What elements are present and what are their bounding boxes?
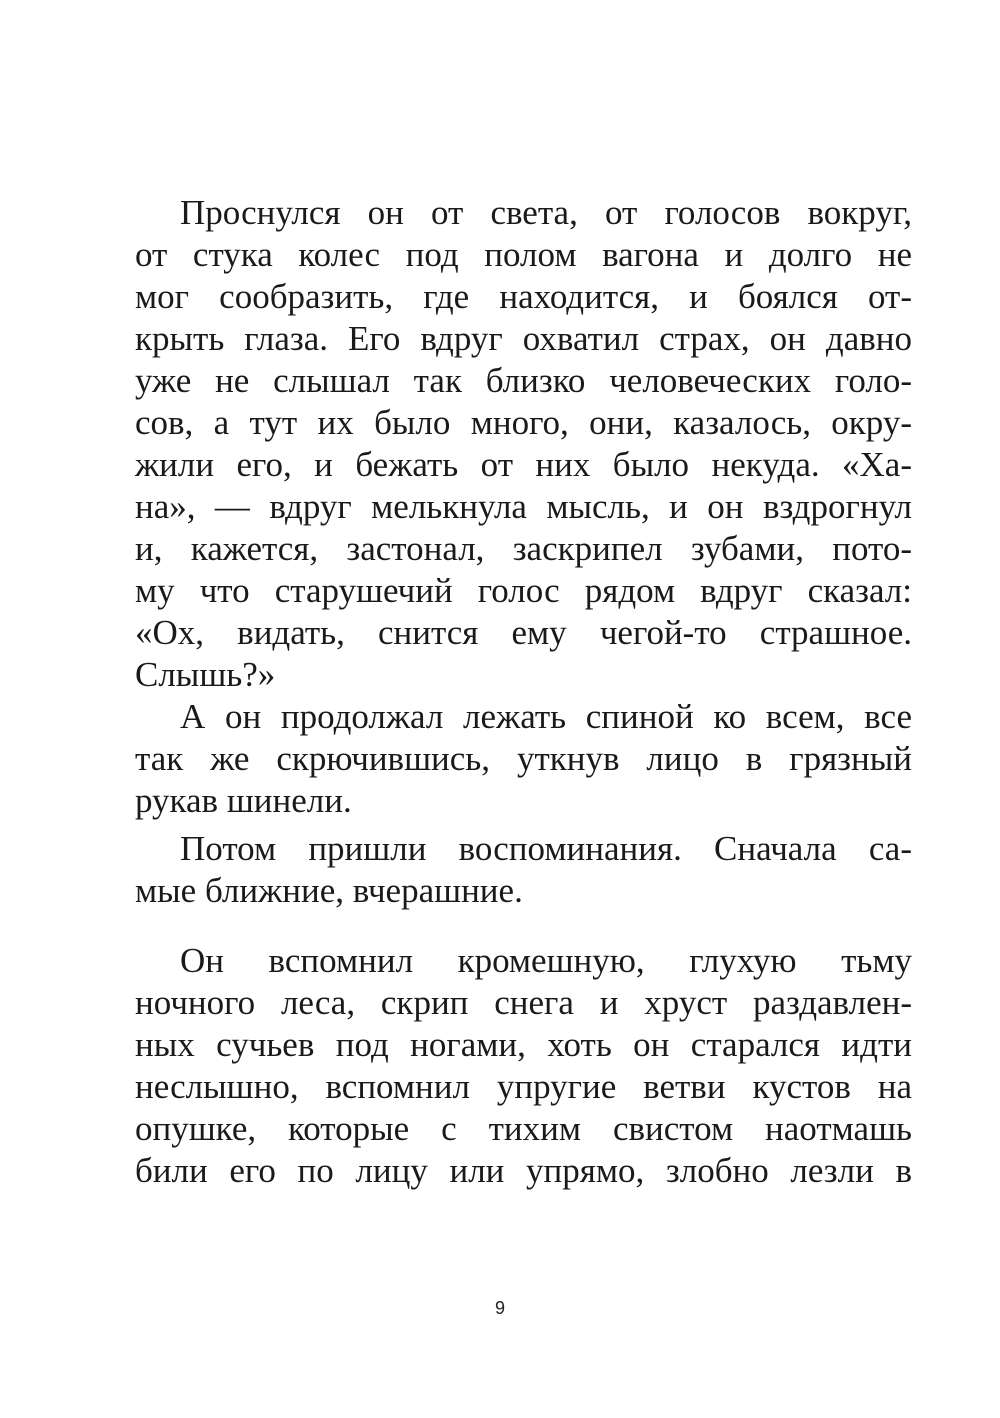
text-line: Слышь?» [135, 655, 276, 694]
text-line: мые ближние, вчерашние. [135, 871, 523, 910]
text-line: неслышно, вспомнил упругие ветви кустов на [135, 1067, 912, 1106]
text-line: мог сообразить, где находится, и боялся от- [135, 277, 912, 316]
text-line: Проснулся он от света, от голосов вокруг, [180, 193, 912, 232]
text-line: Потом пришли воспоминания. Сначала са- [180, 829, 912, 868]
text-line: били его по лицу или упрямо, злобно лезли в [135, 1151, 912, 1190]
paragraph [135, 192, 912, 696]
text-line: ночного леса, скрип снега и хруст раздавлен- [135, 983, 912, 1022]
text-line: крыть глаза. Его вдруг охватил страх, он давно [135, 319, 912, 358]
text-line: А он продолжал лежать спиной ко всем, все [180, 697, 912, 736]
text-line: сов, а тут их было много, они, казалось, окру- [135, 403, 912, 442]
text-line: му что старушечий голос рядом вдруг сказал: [135, 571, 912, 610]
text-line: ных сучьев под ногами, хоть он старался идти [135, 1025, 912, 1064]
page-body [135, 192, 912, 1192]
page-number: 9 [494, 1298, 505, 1318]
text-line: от стука колес под полом вагона и долго не [135, 235, 912, 274]
text-line: рукав шинели. [135, 781, 352, 820]
text-line: и, кажется, застонал, заскрипел зубами, пото- [135, 529, 912, 568]
text-line: опушке, которые с тихим свистом наотмашь [135, 1109, 912, 1148]
paragraph [135, 696, 912, 822]
text-line: «Ох, видать, снится ему чегой-то страшное. [135, 613, 912, 652]
text-line: уже не слышал так близко человеческих голо- [135, 361, 912, 400]
text-line: Он вспомнил кромешную, глухую тьму [180, 941, 912, 980]
text-line: так же скрючившись, уткнув лицо в грязный [135, 739, 912, 778]
paragraph [135, 828, 912, 912]
paragraph [135, 940, 912, 1192]
text-line: жили его, и бежать от них было некуда. «Ха- [135, 445, 912, 484]
text-line: на», — вдруг мелькнула мысль, и он вздрогнул [135, 487, 912, 526]
